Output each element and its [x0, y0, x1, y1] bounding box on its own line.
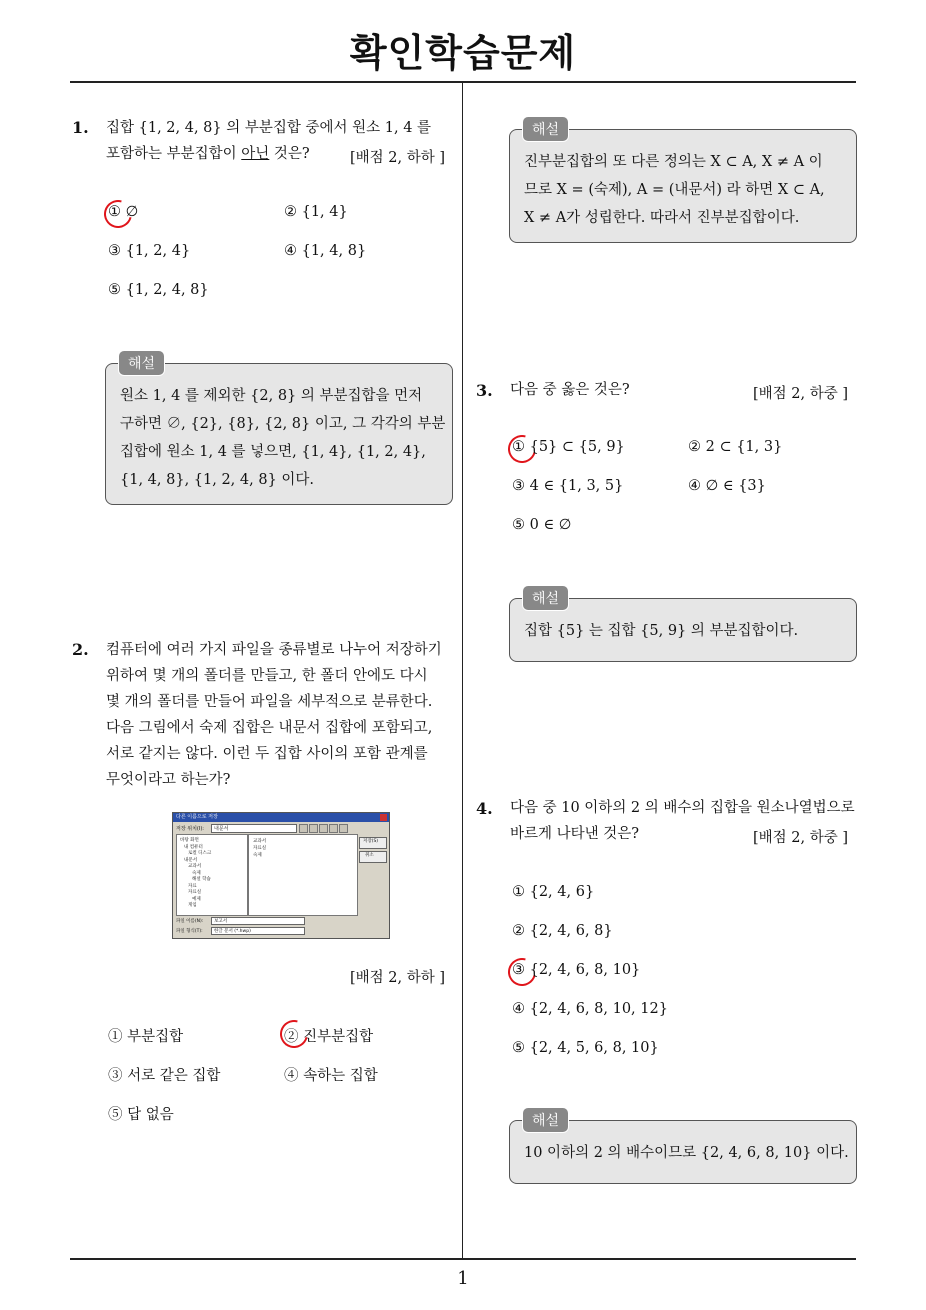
q4-explanation-tag: 해설 [522, 1107, 569, 1133]
dialog-filetype-select [211, 927, 305, 935]
q2-choice-2[interactable]: ② 진부분집합 [284, 1029, 374, 1045]
q4-score: [배점 2, 하중 ] [753, 830, 849, 846]
tree-item: 로컬 디스크 [188, 851, 212, 856]
tree-item: 자료실 [188, 890, 202, 895]
dialog-up-icon [309, 824, 318, 833]
dialog-cancel-button [359, 851, 387, 863]
page-title: 확인학습문제 [349, 31, 577, 75]
q2-line: 위하여 몇 개의 폴더를 만들고, 한 폴더 안에도 다시 [106, 668, 428, 684]
q1-choice-4[interactable]: ④ {1, 4, 8} [284, 243, 367, 259]
column-divider [462, 82, 463, 1258]
q2-choice-3[interactable]: ③ 서로 같은 집합 [108, 1068, 221, 1084]
q4-line1: 다음 중 10 이하의 2 의 배수의 집합을 원소나열법으로 [510, 800, 855, 816]
q1-underlined-word: 아닌 [241, 146, 270, 162]
dialog-file-list [248, 834, 358, 916]
dialog-titlebar [173, 813, 389, 822]
dialog-filetype-value: 한글 문서 (*.hwp) [214, 929, 251, 934]
q1-line1: 집합 {1, 2, 4, 8} 의 부분집합 중에서 원소 1, 4 를 [106, 120, 432, 136]
q3-choice-4[interactable]: ④ ∅ ∈ {3} [688, 478, 766, 494]
q2-explanation-tag: 해설 [522, 116, 569, 142]
dialog-filename-label: 파일 이름(N): [176, 919, 204, 924]
q2-choice-1[interactable]: ① 부분집합 [108, 1029, 184, 1045]
q4-choice-2[interactable]: ② {2, 4, 6, 8} [512, 923, 613, 939]
file-list-item: 교과서 [253, 839, 267, 844]
q1-score: [배점 2, 하하 ] [350, 150, 446, 166]
q4-number: 4. [476, 799, 493, 818]
tree-item: 교과서 [188, 864, 202, 869]
top-rule [70, 81, 856, 83]
q2-line: 컴퓨터에 여러 가지 파일을 종류별로 나누어 저장하기 [106, 642, 442, 658]
save-dialog-figure [172, 812, 390, 939]
q1-number: 1. [72, 118, 89, 137]
q1-choice-2[interactable]: ② {1, 4} [284, 204, 348, 220]
q2-explain-line: 므로 X = (숙제), A = (내문서) 라 하면 X ⊂ A, [524, 182, 825, 198]
dialog-look-in-label: 저장 위치(I): [176, 826, 204, 832]
q1-explanation-tag: 해설 [118, 350, 165, 376]
q2-line: 몇 개의 폴더를 만들어 파일을 세부적으로 분류한다. [106, 694, 433, 710]
q2-line: 서로 같지는 않다. 이런 두 집합 사이의 포함 관계를 [106, 746, 428, 762]
tree-item: 내문서 [184, 857, 198, 863]
q3-choice-2[interactable]: ② 2 ⊂ {1, 3} [688, 439, 783, 455]
q1-line2-pre: 포함하는 부분집합이 [106, 146, 242, 162]
q2-number: 2. [72, 640, 89, 659]
dialog-filetype-label: 파일 형식(T): [176, 929, 203, 934]
tree-item: 해설 학습 [192, 877, 211, 882]
q4-choice-4[interactable]: ④ {2, 4, 6, 8, 10, 12} [512, 1001, 668, 1017]
q2-explain-line: 진부분집합의 또 다른 정의는 X ⊂ A, X ≠ A 이 [524, 154, 823, 170]
q3-score: [배점 2, 하중 ] [753, 386, 849, 402]
file-list-item: 숙제 [253, 853, 262, 858]
q4-choice-1[interactable]: ① {2, 4, 6} [512, 884, 595, 900]
q1-line2-post: 것은? [269, 146, 310, 162]
q1-explanation-box [105, 363, 453, 505]
tree-item: 자료 [188, 883, 197, 889]
q3-choice-5[interactable]: ⑤ 0 ∈ ∅ [512, 517, 572, 533]
q3-choice-1[interactable]: ① {5} ⊂ {5, 9} [512, 439, 625, 455]
dialog-back-icon [299, 824, 308, 833]
dialog-save-label: 저장(S) [363, 839, 379, 844]
q1-explain-line: {1, 4, 8}, {1, 2, 4, 8} 이다. [120, 472, 315, 488]
tree-item: 바탕 화면 [180, 838, 199, 843]
dialog-filename-value: 보고서 [214, 919, 228, 924]
q2-line: 다음 그림에서 숙제 집합은 내문서 집합에 포함되고, [106, 720, 433, 736]
q3-explanation-tag: 해설 [522, 585, 569, 611]
dialog-look-in-value: 내문서 [214, 826, 229, 832]
q3-text: 다음 중 옳은 것은? [510, 382, 630, 398]
q3-explain-text: 집합 {5} 는 집합 {5, 9} 의 부분집합이다. [524, 623, 799, 639]
dialog-new-folder-icon [319, 824, 328, 833]
q2-choice-4[interactable]: ④ 속하는 집합 [284, 1068, 378, 1084]
dialog-folder-tree [176, 834, 248, 916]
q2-choice-5[interactable]: ⑤ 답 없음 [108, 1107, 174, 1123]
q1-choice-1[interactable]: ① ∅ [108, 204, 139, 220]
dialog-look-in-combo [211, 824, 297, 833]
tree-item: 내 컴퓨터 [184, 844, 203, 850]
q2-line: 무엇이라고 하는가? [106, 772, 231, 788]
q1-line2 [106, 141, 310, 167]
dialog-close-icon [380, 814, 387, 821]
q2-explanation-box [509, 129, 857, 243]
dialog-view-icon [329, 824, 338, 833]
bottom-rule [70, 1258, 856, 1260]
q3-choice-3[interactable]: ③ 4 ∈ {1, 3, 5} [512, 478, 624, 494]
tree-item: 숙제 [192, 870, 201, 876]
file-list-item: 자료실 [253, 846, 267, 851]
q2-explain-line: X ≠ A가 성립한다. 따라서 진부분집합이다. [524, 210, 800, 226]
dialog-title: 다른 이름으로 저장 [176, 814, 218, 820]
q2-score: [배점 2, 하하 ] [350, 970, 446, 986]
dialog-cancel-label: 취소 [365, 853, 374, 858]
q4-line2: 바르게 나타낸 것은? [510, 826, 640, 842]
tree-item: 게임 [188, 903, 197, 908]
q4-choice-5[interactable]: ⑤ {2, 4, 5, 6, 8, 10} [512, 1040, 659, 1056]
dialog-tools-icon [339, 824, 348, 833]
page-number: 1 [457, 1268, 469, 1289]
q1-explain-line: 집합에 원소 1, 4 를 넣으면, {1, 4}, {1, 2, 4}, [120, 444, 426, 460]
q3-number: 3. [476, 381, 493, 400]
q1-choice-3[interactable]: ③ {1, 2, 4} [108, 243, 191, 259]
q1-choice-5[interactable]: ⑤ {1, 2, 4, 8} [108, 282, 209, 298]
q1-explain-line: 구하면 ∅, {2}, {8}, {2, 8} 이고, 그 각각의 부분 [120, 416, 446, 432]
dialog-filename-input [211, 917, 305, 925]
q4-explain-text: 10 이하의 2 의 배수이므로 {2, 4, 6, 8, 10} 이다. [524, 1145, 849, 1161]
q4-choice-3[interactable]: ③ {2, 4, 6, 8, 10} [512, 962, 641, 978]
dialog-save-button [359, 837, 387, 849]
tree-item: 예제 [192, 896, 201, 902]
q1-explain-line: 원소 1, 4 를 제외한 {2, 8} 의 부분집합을 먼저 [120, 388, 423, 404]
